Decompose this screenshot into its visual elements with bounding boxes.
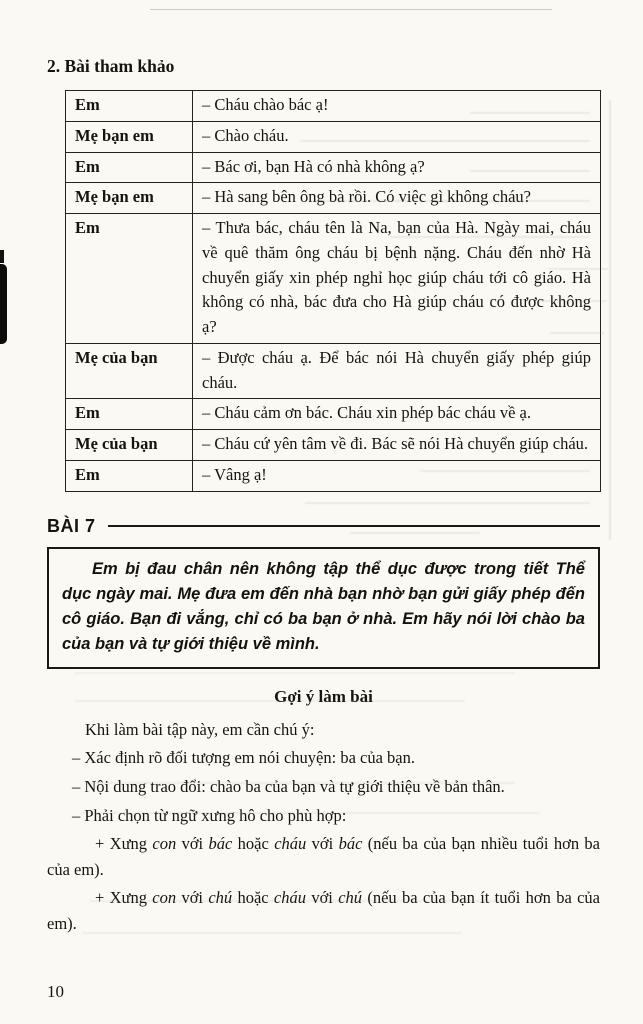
text-segment: bác xyxy=(208,834,233,854)
text-segment: + Xưng xyxy=(95,888,153,908)
table-row xyxy=(66,460,601,491)
exercise-prompt: Em bị đau chân nên không tập thể dục được trong tiết Thể dục ngày mai. Mẹ đưa em đến nhà bạn nhờ bạn gửi giấy phép đến cô giáo. Bạn đi vắng, chỉ có ba bạn ở nhà. Em hãy nói lời chào ba của bạn và tự giới thiệu về mình. xyxy=(62,559,585,653)
speaker-cell: Mẹ bạn em xyxy=(66,121,193,152)
speaker-cell: Em xyxy=(66,152,193,183)
speaker-cell: Em xyxy=(66,399,193,430)
guidance-heading: Gợi ý làm bài xyxy=(274,686,373,706)
exercise-header xyxy=(47,516,600,537)
page-number: 10 xyxy=(47,982,64,1001)
scan-smudge-small xyxy=(0,250,4,263)
text-segment: (nếu ba của bạn ít tuổi hơn ba của em). xyxy=(47,888,600,933)
speaker-cell: Em xyxy=(66,91,193,122)
table-row xyxy=(66,399,601,430)
table-row xyxy=(66,214,601,344)
dialogue-cell: – Được cháu ạ. Để bác nói Hà chuyển giấy phép giúp cháu. xyxy=(193,343,601,399)
dialogue-table xyxy=(65,90,601,492)
guidance-subitem xyxy=(47,831,600,882)
dialogue-cell: – Bác ơi, bạn Hà có nhà không ạ? xyxy=(193,152,601,183)
text-segment: với xyxy=(176,888,209,908)
text-segment: chú xyxy=(338,888,363,908)
text-segment: với xyxy=(306,834,339,854)
table-row xyxy=(66,121,601,152)
text-segment: + Xưng xyxy=(95,834,153,854)
text-segment: hoặc xyxy=(232,834,275,854)
text-segment: con xyxy=(152,834,177,854)
text-segment: với xyxy=(306,888,339,908)
guidance-subitem xyxy=(47,885,600,936)
guidance-intro: Khi làm bài tập này, em cần chú ý: xyxy=(85,719,315,739)
table-row xyxy=(66,91,601,122)
guidance-item: – Xác định rõ đối tượng em nói chuyện: ba của bạn. xyxy=(72,748,415,768)
exercise-label: BÀI 7 xyxy=(47,515,96,536)
text-segment: bác xyxy=(338,834,363,854)
speaker-cell: Em xyxy=(66,214,193,344)
scan-edge-line xyxy=(150,9,552,10)
text-segment: chú xyxy=(208,888,233,908)
table-row xyxy=(66,183,601,214)
speaker-cell: Em xyxy=(66,460,193,491)
exercise-rule-line xyxy=(108,525,600,528)
dialogue-cell: – Vâng ạ! xyxy=(193,460,601,491)
text-segment: với xyxy=(176,834,209,854)
dialogue-cell: – Thưa bác, cháu tên là Na, bạn của Hà. Ngày mai, cháu về quê thăm ông cháu bị bệnh nặng. Cháu đến nhờ Hà chuyển giấy xin phép nghỉ học giúp cháu tới cô giáo. Hà không có nhà, bác đưa cho Hà giúp cháu có được không ạ? xyxy=(193,214,601,344)
bleedthrough-artifact xyxy=(305,502,590,504)
guidance-item: – Phải chọn từ ngữ xưng hô cho phù hợp: xyxy=(72,805,347,825)
dialogue-cell: – Cháu cảm ơn bác. Cháu xin phép bác cháu về ạ. xyxy=(193,399,601,430)
dialogue-cell: – Chào cháu. xyxy=(193,121,601,152)
text-segment: (nếu ba của bạn nhiều tuổi hơn ba của em). xyxy=(47,834,600,879)
exercise-prompt-box xyxy=(47,547,600,669)
bleedthrough-artifact xyxy=(75,672,515,674)
table-row xyxy=(66,430,601,461)
section-heading: 2. Bài tham khảo xyxy=(47,56,175,76)
scan-smudge xyxy=(0,264,7,344)
table-row xyxy=(66,152,601,183)
text-segment: cháu xyxy=(273,888,306,908)
text-segment: hoặc xyxy=(232,888,274,908)
speaker-cell: Mẹ bạn em xyxy=(66,183,193,214)
text-segment: cháu xyxy=(274,834,307,854)
guidance-item: – Nội dung trao đổi: chào ba của bạn và tự giới thiệu về bản thân. xyxy=(72,776,505,796)
text-segment: con xyxy=(152,888,177,908)
speaker-cell: Mẹ của bạn xyxy=(66,430,193,461)
dialogue-cell: – Hà sang bên ông bà rồi. Có việc gì không cháu? xyxy=(193,183,601,214)
dialogue-cell: – Cháu chào bác ạ! xyxy=(193,91,601,122)
dialogue-cell: – Cháu cứ yên tâm về đi. Bác sẽ nói Hà chuyển giúp cháu. xyxy=(193,430,601,461)
speaker-cell: Mẹ của bạn xyxy=(66,343,193,399)
table-row xyxy=(66,343,601,399)
bleedthrough-artifact xyxy=(609,100,611,540)
